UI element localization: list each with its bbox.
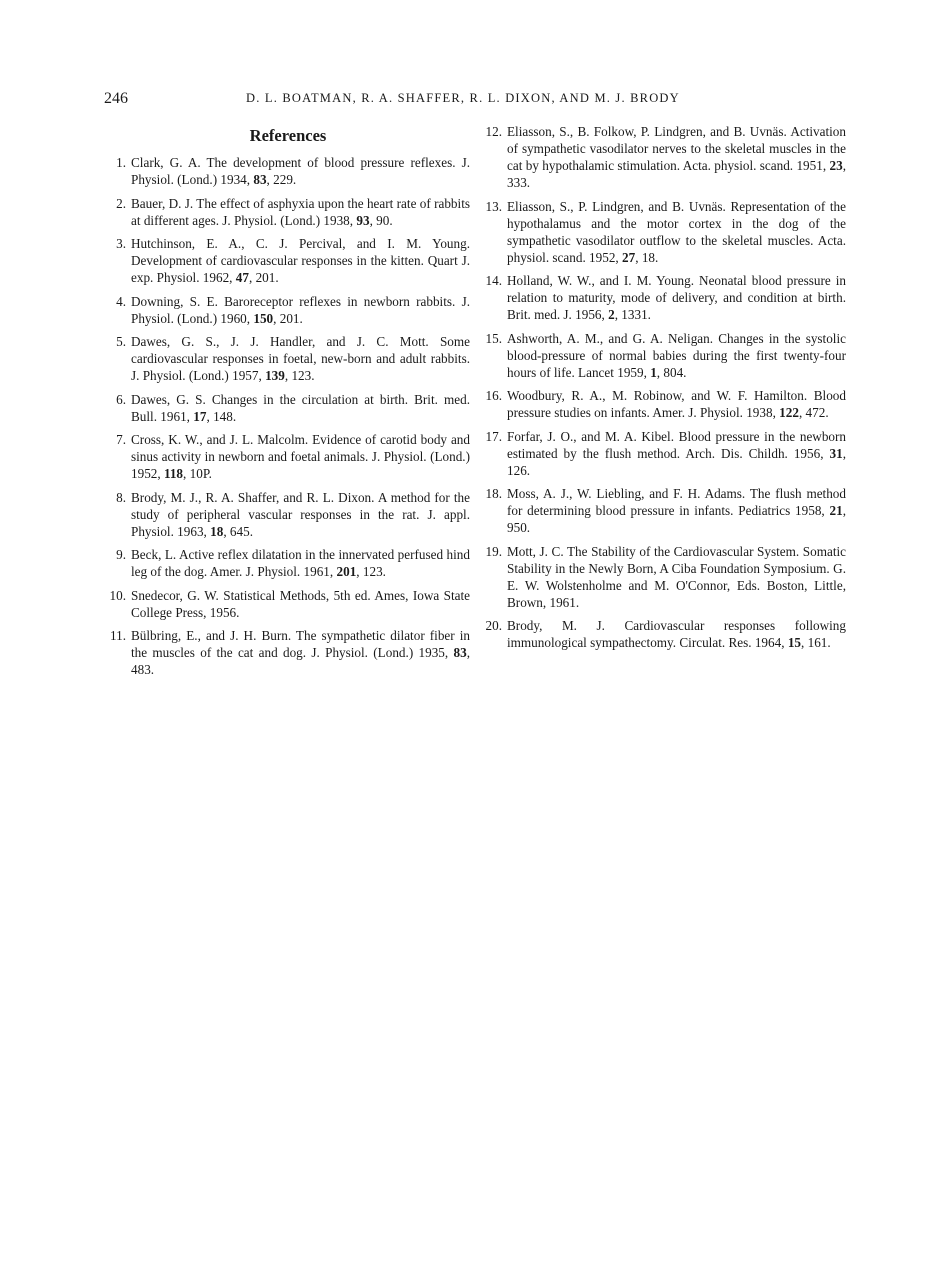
reference-volume: 93 xyxy=(356,212,370,228)
reference-body: Ashworth, A. M., and G. A. Neligan. Changes in the systolic blood-pressure of normal babies during the first twenty-four hours of life. Lancet 1959, xyxy=(507,330,846,380)
reference-volume: 2 xyxy=(608,307,615,322)
reference-text xyxy=(507,544,846,610)
reference-number: 5. xyxy=(116,334,126,349)
reference-number: 17. xyxy=(485,428,502,444)
reference-body: Eliasson, S., B. Folkow, P. Lindgren, and B. Uvnäs. Activation of sympathetic vasodilator nerves to the skeletal muscles in the cat by hypothalamic stimulation. Acta. physiol. scand. 1951, xyxy=(507,124,846,173)
reference-body: Beck, L. Active reflex dilatation in the innervated perfused hind leg of the dog. Amer. J. Physiol. 1961, xyxy=(131,547,470,579)
reference-body: Clark, G. A. The development of blood pressure reflexes. J. Physiol. (Lond.) 1934, xyxy=(131,155,470,187)
reference-item xyxy=(106,293,470,327)
reference-item xyxy=(106,235,470,286)
reference-pages: , 123. xyxy=(356,564,386,579)
reference-text xyxy=(131,155,470,187)
page-number: 246 xyxy=(104,90,128,107)
reference-pages: , 483. xyxy=(131,645,470,677)
reference-item xyxy=(482,428,846,479)
reference-pages: , 18. xyxy=(635,249,659,265)
reference-item xyxy=(482,330,846,381)
reference-volume: 18 xyxy=(210,523,224,539)
reference-pages: , 123. xyxy=(284,368,315,383)
reference-pages: , 333. xyxy=(507,158,846,190)
reference-number: 19. xyxy=(485,543,502,559)
reference-volume: 27 xyxy=(622,249,636,265)
reference-item xyxy=(482,543,846,611)
reference-item xyxy=(482,387,846,421)
reference-list-right xyxy=(482,123,846,651)
reference-text xyxy=(131,490,470,539)
reference-text xyxy=(131,334,470,383)
reference-volume: 17 xyxy=(193,408,207,424)
reference-list-left xyxy=(106,154,470,678)
reference-volume: 139 xyxy=(265,368,285,383)
reference-body: Bauer, D. J. The effect of asphyxia upon the heart rate of rabbits at different ages. J. Physiol. (Lond.) 1938, xyxy=(131,195,470,228)
reference-text xyxy=(131,196,470,228)
reference-item xyxy=(106,546,470,580)
reference-item xyxy=(106,195,470,229)
reference-volume: 21 xyxy=(829,503,843,518)
reference-number: 13. xyxy=(485,198,502,214)
references-column-left xyxy=(106,126,470,685)
reference-pages: , 161. xyxy=(801,635,831,650)
reference-text xyxy=(131,236,470,285)
reference-body: Holland, W. W., and I. M. Young. Neonatal blood pressure in relation to maturity, mode of delivery, and condition at birth. Brit. med. J. 1956, xyxy=(507,273,846,322)
reference-pages: , 126. xyxy=(507,445,847,478)
reference-body: Dawes, G. S., J. J. Handler, and J. C. Mott. Some cardiovascular responses in foetal, new-born and adult rabbits. J. Physiol. (Lond.) 1957, xyxy=(131,334,470,383)
reference-volume: 31 xyxy=(829,445,843,461)
reference-body: Bülbring, E., and J. H. Burn. The sympathetic dilator fiber in the muscles of the cat and dog. J. Physiol. (Lond.) 1935, xyxy=(131,628,470,660)
reference-number: 18. xyxy=(485,486,502,501)
reference-item xyxy=(106,431,470,482)
reference-item xyxy=(106,489,470,540)
references-heading: References xyxy=(249,126,327,145)
reference-item xyxy=(482,123,846,191)
reference-body: Moss, A. J., W. Liebling, and F. H. Adams. The flush method for determining blood pressure in infants. Pediatrics 1958, xyxy=(507,486,846,518)
reference-volume: 47 xyxy=(235,270,249,285)
reference-number: 7. xyxy=(116,432,126,447)
reference-pages: , 201. xyxy=(248,270,279,285)
reference-item xyxy=(106,333,470,384)
reference-pages: , 10P. xyxy=(183,466,212,481)
reference-pages: , 645. xyxy=(223,523,253,539)
reference-item xyxy=(482,198,846,266)
reference-item xyxy=(482,272,846,323)
reference-item xyxy=(482,485,846,536)
reference-text xyxy=(131,294,470,326)
reference-number: 11. xyxy=(110,628,126,643)
reference-volume: 201 xyxy=(336,564,357,579)
reference-body: Dawes, G. S. Changes in the circulation at birth. Brit. med. Bull. 1961, xyxy=(131,391,470,424)
reference-item xyxy=(106,627,470,678)
reference-volume: 15 xyxy=(787,635,801,650)
reference-body: Forfar, J. O., and M. A. Kibel. Blood pressure in the newborn estimated by the flush method. Arch. Dis. Childh. 1956, xyxy=(507,428,846,461)
reference-text xyxy=(507,486,846,535)
reference-text xyxy=(131,392,470,424)
reference-volume: 118 xyxy=(163,466,184,481)
reference-number: 9. xyxy=(116,547,126,562)
running-head: D. L. BOATMAN, R. A. SHAFFER, R. L. DIXON, AND M. J. BRODY xyxy=(246,91,680,105)
reference-text xyxy=(507,273,846,322)
reference-text xyxy=(507,618,846,650)
reference-volume: 83 xyxy=(253,172,267,187)
reference-text xyxy=(507,429,846,478)
reference-volume: 83 xyxy=(453,645,467,660)
reference-pages: , 472. xyxy=(798,405,829,420)
reference-text xyxy=(131,547,470,579)
reference-text xyxy=(131,432,470,481)
reference-number: 20. xyxy=(485,618,502,633)
reference-text xyxy=(507,388,846,420)
reference-body: Brody, M. J. Cardiovascular responses following immunological sympathectomy. Circulat. Res. 1964, xyxy=(507,618,846,650)
reference-number: 14. xyxy=(485,273,502,288)
reference-pages: , 90. xyxy=(369,212,393,228)
reference-body: Eliasson, S., P. Lindgren, and B. Uvnäs. Representation of the hypothalamus and the motor cortex in the dog of the sympathetic vasodilator outflow to the skeletal muscles. Acta. physiol. scand. 1952, xyxy=(507,198,846,265)
reference-pages: , 950. xyxy=(507,503,847,535)
reference-number: 10. xyxy=(109,587,126,603)
reference-pages: , 201. xyxy=(273,310,303,326)
reference-number: 16. xyxy=(485,388,502,403)
reference-body: Mott, J. C. The Stability of the Cardiovascular System. Somatic Stability in the Newly Born, A Ciba Foundation Symposium. G. E. W. Wolstenholme and M. O'Connor, Eds. Boston, Little, Brown, 1961. xyxy=(507,543,846,610)
reference-text xyxy=(507,331,846,380)
reference-item xyxy=(106,587,470,621)
references-column-right xyxy=(482,123,846,658)
reference-pages: , 229. xyxy=(266,172,297,187)
reference-volume: 150 xyxy=(253,310,274,326)
reference-item xyxy=(482,617,846,651)
reference-number: 1. xyxy=(116,155,126,170)
reference-number: 4. xyxy=(116,293,126,309)
reference-body: Downing, S. E. Baroreceptor reflexes in newborn rabbits. J. Physiol. (Lond.) 1960, xyxy=(131,293,470,326)
reference-volume: 1 xyxy=(650,364,657,380)
reference-item xyxy=(106,391,470,425)
reference-text xyxy=(131,588,470,620)
reference-body: Woodbury, R. A., M. Robinow, and W. F. Hamilton. Blood pressure studies on infants. Amer. J. Physiol. 1938, xyxy=(507,388,846,420)
reference-number: 12. xyxy=(485,124,502,139)
reference-item xyxy=(106,154,470,188)
reference-body: Snedecor, G. W. Statistical Methods, 5th ed. Ames, Iowa State College Press, 1956. xyxy=(131,587,470,620)
reference-body: Hutchinson, E. A., C. J. Percival, and I. M. Young. Development of cardiovascular responses in the kitten. Quart J. exp. Physiol. 1962, xyxy=(131,236,470,285)
reference-number: 15. xyxy=(485,330,502,346)
reference-text xyxy=(131,628,470,677)
reference-text xyxy=(507,199,846,265)
reference-body: Cross, K. W., and J. L. Malcolm. Evidence of carotid body and sinus activity in newborn and foetal animals. J. Physiol. (Lond.) 1952, xyxy=(131,432,470,481)
reference-number: 8. xyxy=(116,489,126,505)
reference-number: 3. xyxy=(116,236,126,251)
reference-number: 2. xyxy=(116,195,126,211)
reference-volume: 23 xyxy=(829,158,843,173)
reference-number: 6. xyxy=(116,391,126,407)
reference-pages: , 804. xyxy=(656,364,687,380)
reference-text xyxy=(507,124,846,190)
reference-pages: , 1331. xyxy=(614,307,651,322)
reference-body: Brody, M. J., R. A. Shaffer, and R. L. Dixon. A method for the study of peripheral vascular responses in the rat. J. appl. Physiol. 1963, xyxy=(131,489,470,539)
reference-pages: , 148. xyxy=(206,408,237,424)
reference-volume: 122 xyxy=(779,405,799,420)
